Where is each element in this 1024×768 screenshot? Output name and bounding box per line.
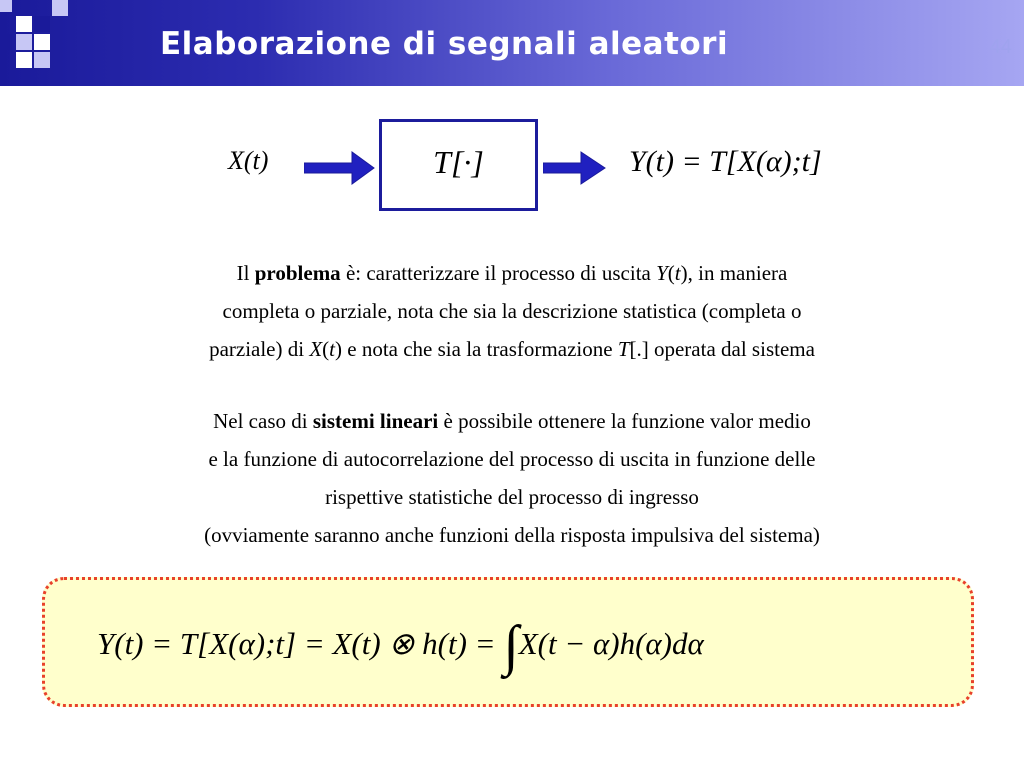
logo-square bbox=[34, 34, 50, 50]
linear-systems-paragraph bbox=[40, 402, 984, 554]
page-title: Elaborazione di segnali aleatori bbox=[160, 26, 729, 62]
logo-square bbox=[16, 34, 32, 50]
integral-icon: ∫ bbox=[503, 615, 519, 677]
slide-number: 44 bbox=[989, 36, 1012, 58]
formula-box bbox=[42, 577, 974, 707]
title-bar bbox=[0, 0, 1024, 86]
logo-square bbox=[0, 34, 12, 50]
input-signal-label: X(t) bbox=[228, 146, 269, 175]
text-line: e la funzione di autocorrelazione del processo di uscita in funzione delle bbox=[208, 447, 816, 471]
text-line: completa o parziale, nota che sia la descrizione statistica (completa o bbox=[222, 299, 802, 323]
output-signal-label: Y(t) = T[X(α);t] bbox=[629, 145, 822, 178]
logo-square bbox=[34, 16, 50, 32]
convolution-formula: Y(t) = T[X(α);t] = X(t) ⊗ h(t) = ∫X(t − α)h(α)dα bbox=[97, 615, 704, 677]
text-line: rispettive statistiche del processo di ingresso bbox=[325, 485, 699, 509]
logo-square bbox=[34, 52, 50, 68]
text-line: (ovviamente saranno anche funzioni della risposta impulsiva del sistema) bbox=[204, 523, 820, 547]
system-block bbox=[379, 119, 538, 211]
text-line: parziale) di X(t) e nota che sia la trasformazione T[.] operata dal sistema bbox=[209, 337, 815, 361]
output-arrow-icon bbox=[543, 146, 613, 186]
input-arrow-icon bbox=[304, 146, 384, 186]
system-block-label: T[·] bbox=[433, 144, 484, 180]
text-line: Nel caso di sistemi lineari è possibile ottenere la funzione valor medio bbox=[213, 409, 811, 433]
logo-square bbox=[0, 0, 12, 12]
logo-square bbox=[52, 0, 68, 16]
text-line: Il problema è: caratterizzare il processo di uscita Y(t), in maniera bbox=[236, 261, 788, 285]
logo-square bbox=[16, 16, 32, 32]
problem-paragraph bbox=[40, 254, 984, 368]
logo-square bbox=[16, 52, 32, 68]
